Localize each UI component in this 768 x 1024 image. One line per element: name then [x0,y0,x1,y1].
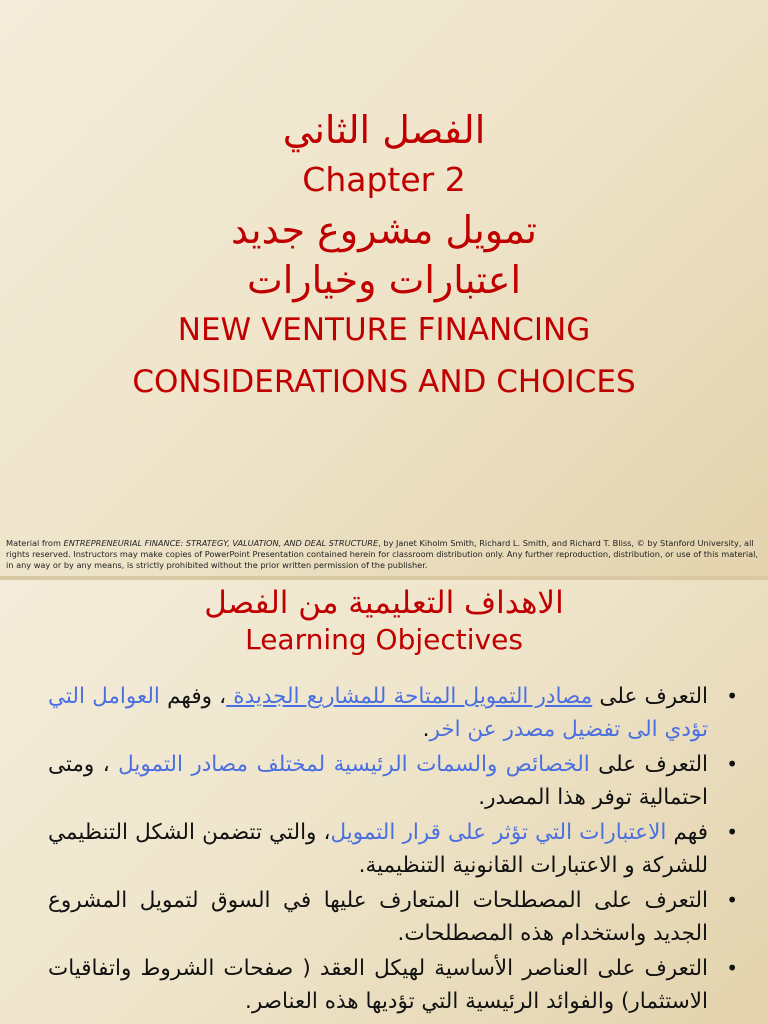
objective-highlight: الخصائص والسمات الرئيسية لمختلف مصادر التمويل [118,752,590,777]
copyright-notice [6,538,764,571]
objectives-title-arabic: الاهداف التعليمية من الفصل [204,585,564,621]
title-arabic-topic: تمويل مشروع جديد [231,208,537,252]
title-arabic-chapter: الفصل الثاني [282,108,486,152]
objective-text: التعرف على العناصر الأساسية لهيكل العقد ( صفحات الشروط واتفاقيات الاستثمار) والفوائد الرئيسية التي تؤديها هذه العناصر. [48,956,708,1014]
objective-item [48,680,708,746]
objective-item [48,952,708,1018]
objective-item [48,748,708,814]
title-arabic-subtopic: اعتبارات وخيارات [246,258,522,302]
objective-text: ، وفهم [159,684,227,709]
objective-text: التعرف على [589,752,708,777]
copyright-prefix: Material from [6,538,64,548]
objective-highlight: الاعتبارات التي تؤثر على قرار التمويل [330,820,667,845]
objective-link[interactable]: مصادر التمويل المتاحة للمشاريع الجديدة [226,684,593,709]
objective-text: ، والتي تتضمن الشكل التنظيمي للشركة و الاعتبارات القانونية التنظيمية. [48,820,708,878]
title-english-topic: NEW VENTURE FINANCING [177,312,591,348]
objective-text: . [422,717,430,742]
objective-item [48,816,708,882]
objective-item [48,884,708,950]
objectives-title-english: Learning Objectives [245,623,523,656]
title-english-chapter: Chapter 2 [302,160,466,199]
objective-text: ، ومتى احتمالية توفر هذا المصدر. [48,752,708,810]
objectives-list [48,680,708,1020]
objective-highlight: العوامل التي تؤدي الى تفضيل مصدر عن اخر [48,684,708,742]
copyright-book-title: ENTREPRENEURIAL FINANCE: STRATEGY, VALUATION, AND DEAL STRUCTURE [63,538,379,548]
copyright-body: , by Janet Kiholm Smith, Richard L. Smith, and Richard T. Bliss, © by Stanford University, all rights reserved. Instructors may make copies of PowerPoint Presentation contained herein for classroom distribution only. Any further reproduction, distribution, or use of this material, in any way or by any means, is strictly prohibited without the prior written permission of the publisher. [6,538,759,570]
objective-text: التعرف على المصطلحات المتعارف عليها في السوق لتمويل المشروع الجديد واستخدام هذه المصطلحات. [48,888,708,946]
title-english-subtopic: CONSIDERATIONS AND CHOICES [132,364,636,400]
objective-text: التعرف على [592,684,708,709]
objective-text: فهم [666,820,708,845]
